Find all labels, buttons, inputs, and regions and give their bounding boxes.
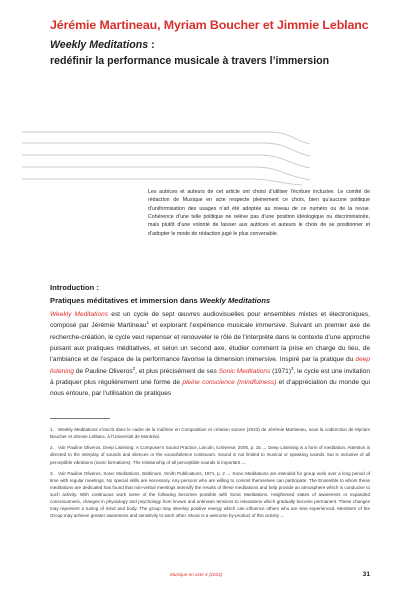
footnote-3 — [50, 470, 370, 520]
body-text-segment: et d’appréciation du monde qui nous entoure, par l’utilisation de pratiques — [50, 379, 370, 398]
footnote-text: Voir Pauline Oliveros, Deep Listening: A Composer’s Sound Practice, Lincoln, iUniverse, 2005, p. 15 → Deep Listening is a form of meditation. Attention is directed to the interplay of sounds and silences or the sound/silence continuum. Sound is not limited to musical or speaking sounds, but is inclusive of all perceptible vibrations (sonic formations). The relationship of all perceptible sounds is important ← — [50, 445, 370, 465]
section-heading — [50, 282, 370, 307]
mindfulness-term: pleine conscience (mindfulness) — [182, 379, 277, 387]
section-heading-line1: Introduction : — [50, 283, 99, 292]
deep-listening-term: deep listening — [50, 356, 370, 375]
title-subtitle: redéfinir la performance musicale à travers l’immersion — [50, 55, 330, 67]
journal-name: Musique en acte 4 (2023) — [170, 572, 223, 577]
footnote-1 — [50, 426, 370, 440]
footnote-ref-1[interactable]: 1 — [146, 320, 150, 326]
section-heading-work-name: Weekly Meditations — [199, 295, 271, 305]
page-number: 31 — [362, 571, 370, 578]
music-staff-graphic — [22, 128, 312, 186]
section-heading-line2: Pratiques méditatives et immersion dans — [50, 295, 200, 305]
body-paragraph — [50, 309, 370, 400]
footnote-text: Voir Pauline Oliveros, Sonic Meditations, Baltimore, Smith Publications, 1971, p. 2 → Sonic Meditations are intended for group work over a long period of time with regular meetings. No special skills are necessary. Any persons who are willing to commit themselves can participate. The Ensemble to whom these meditations are dedicated has found that non-verbal meetings intensify the results of these meditations and help provide an atmosphere which is conducive to such activity. With continuous work some of the following becomes possible with Sonic Meditations. Heightened states of awareness or expanded consciousness, changes in physiology and psychology from known and unknown tensions to relaxations which gradually become permanent. These changes may represent a tuning of mind and body. The group may develop positive energy which can influence others who are less experienced. Members of the Group may achieve greater awareness and sensitivity to each other. Music is a welcome by-product of this activity ← — [50, 470, 370, 519]
page-footer — [120, 572, 370, 582]
body-text-segment: de Pauline Oliveros — [74, 367, 133, 375]
footnote-2 — [50, 444, 370, 465]
article-title — [50, 37, 380, 69]
footnote-ref-2[interactable]: 2 — [132, 365, 136, 371]
body-text-segment: , le cycle est une invitation à pratiquer plus régulièrement une forme de — [50, 367, 370, 387]
footnote-number: 3. — [50, 470, 54, 476]
footnote-text: Weekly Meditations s’inscrit dans le cadre de la maîtrise en Composition et création sonore (2023) de Jérémie Martineau, sous la codirection de Myriam Boucher et Jimmie Leblanc, à l’Université de Montréal. — [50, 427, 370, 440]
footnotes-list — [50, 426, 370, 524]
body-text-segment: et explorant l’expérience musicale immersive. Suivant un premier axe de recherche-création, le cycle veut repenser et renouveler le rôle de l’interprète dans le contexte d’une approche puisant aux pratiques méditatives, et selon un second axe, étudier comment la prise en charge du lieu, de l’ambiance et de l’espace de la performance favorise la dimension immersive. Inspiré par la pratique du — [50, 322, 370, 364]
footnote-ref-3[interactable]: 3 — [291, 365, 294, 371]
sonic-meditations-term: Sonic Meditations — [218, 367, 271, 375]
body-text-segment: est un cycle de sept œuvres audiovisuelles pour ensembles mixtes et électroniques, composé par Jérémie Martineau — [50, 311, 370, 330]
author-names: Jérémie Martineau, Myriam Boucher et Jimmie Leblanc — [50, 18, 369, 32]
work-name-ref: Weekly Meditations — [50, 311, 109, 318]
body-text-segment: , et plus précisément de ses — [135, 367, 219, 375]
inclusive-writing-note: Les autrices et auteurs de cet article ont choisi d’utiliser l’écriture inclusive. Le comité de rédaction de Musique en acte respecte pleinement ce choix, bien qu’aucune politique d’uniformisation des usages n’ait été adoptée au niveau de ce numéro ou de la revue. Cohérence d’une telle politique ne relève pas d’une position idéologique ou discriminatoire, mais plutôt d’une volonté de laisser aux autrices et auteurs le choix de se positionner et d’adopter le mode de rédaction jugé le plus convenable. — [148, 189, 370, 237]
body-text-segment: (1971) — [270, 367, 292, 375]
footnote-separator — [50, 418, 110, 419]
footnote-number: 1. — [50, 427, 54, 432]
title-colon: : — [148, 39, 155, 51]
title-work-name: Weekly Meditations — [50, 39, 149, 51]
footnote-number: 2. — [50, 445, 54, 451]
